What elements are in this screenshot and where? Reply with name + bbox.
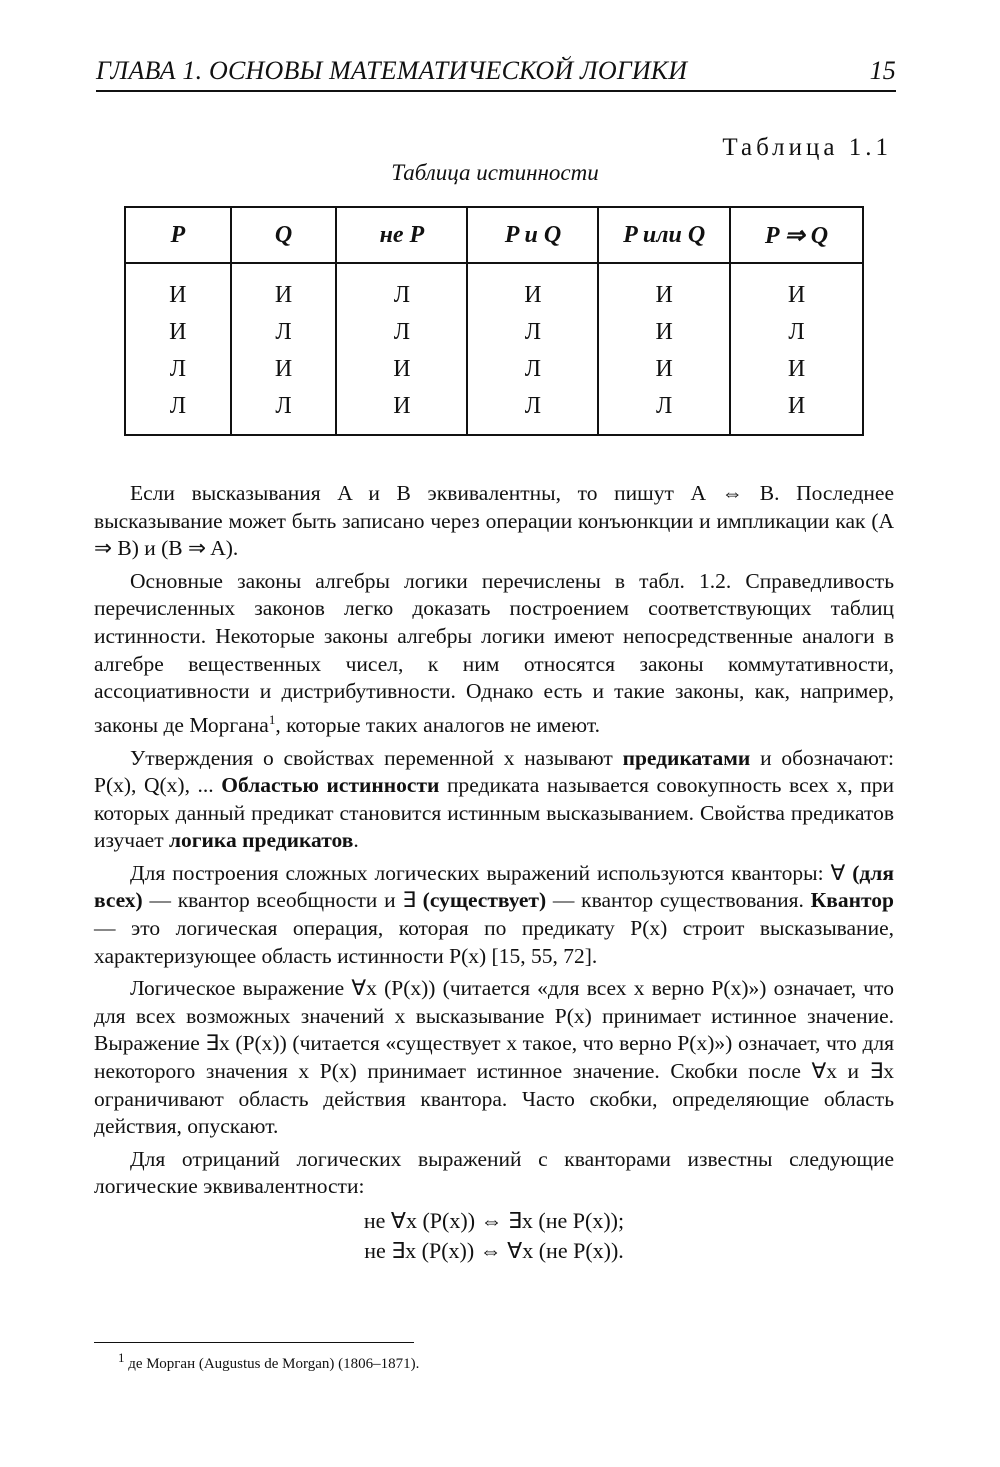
column-header-p: P [125,207,231,263]
table-cell: И [730,263,863,314]
column-header-p-implies-q: P ⇒ Q [730,207,863,263]
table-cell: И [231,263,337,314]
text-span: — квантор существования. [546,888,811,913]
term-for-all: (для всех) [94,860,894,913]
column-header-p-and-q: P и Q [467,207,598,263]
table-caption: Таблица истинности [391,160,599,185]
table-cell: И [125,314,231,351]
term-quantifier: Квантор [810,888,894,913]
chapter-title: ГЛАВА 1. ОСНОВЫ МАТЕМАТИЧЕСКОЙ ЛОГИКИ [96,56,688,85]
table-cell: И [598,351,730,388]
table-cell: Л [467,388,598,435]
footnote-mark: 1 [118,1350,125,1365]
table-cell: Л [231,314,337,351]
paragraph-quantifiers [94,860,894,970]
table-cell: И [231,351,337,388]
column-header-p-or-q: P или Q [598,207,730,263]
body-text [94,480,894,1266]
table-cell: Л [231,388,337,435]
table-cell: И [467,263,598,314]
text-span: предиката называется совокупность всех x, при которых данный предикат становится истинным высказыванием. Свойства предикатов изучает [94,773,894,853]
text-span: — квантор всеобщности и ∃ [142,888,423,913]
paragraph-laws-text: Основные законы алгебры логики перечислены в табл. 1.2. Справедливость перечисленных законов легко доказать построением соответствующих таблиц истинности. Некоторые законы алгебры логики имеют непосредственные аналоги в алгебре вещественных чисел, к ним относятся законы коммутативности, ассоциативности и дистрибутивности. Однако есть и такие законы, как, например, законы де Моргана [94,568,894,737]
table-cell: И [730,351,863,388]
formula-negation-forall: не ∀x (P(x)) ⇔ ∃x (не P(x)); [363,1208,625,1233]
footnote-ref: 1 [268,711,276,727]
paragraph-predicates [94,745,894,855]
table-number: Таблица 1.1 [722,134,892,161]
column-header-not-p: не P [336,207,467,263]
term-truth-domain: Областью истинности [221,773,440,798]
footnote-rule [94,1342,414,1343]
table-cell: И [125,263,231,314]
table-cell: И [730,388,863,435]
text-span: Для построения сложных логических выражений используются кванторы: ∀ [130,860,853,885]
text-span: и обозначают: P(x), Q(x), ... [94,745,894,798]
term-predicates: предикатами [622,745,751,770]
table-cell: И [598,263,730,314]
column-header-q: Q [231,207,337,263]
running-head [96,56,896,92]
paragraph-negation: Для отрицаний логических выражений с кванторами известны следующие логические эквивалентности: [94,1146,894,1199]
term-exists: (существует) [422,888,547,913]
text-span: Утверждения о свойствах переменной x называют [130,745,623,770]
table-cell: И [336,388,467,435]
table-row [125,388,863,435]
truth-table [124,206,864,436]
table-cell: Л [730,314,863,351]
table-cell: И [598,314,730,351]
table-cell: Л [336,314,467,351]
table-cell: Л [467,314,598,351]
footnote-text: де Морган (Augustus de Morgan) (1806–1871). [124,1356,420,1372]
paragraph-equivalence: Если высказывания A и B эквивалентны, то пишут A ⇔ B. Последнее высказывание может быть записано через операции конъюнкции и импликации как (A ⇒ B) и (B ⇒ A). [94,481,894,561]
text-span: . [353,828,359,853]
table-cell: Л [598,388,730,435]
table-cell: Л [336,263,467,314]
table-row [125,263,863,314]
paragraph-quantifier-meaning: Логическое выражение ∀x (P(x)) (читается «для всех x верно P(x)») означает, что для всех возможных значений x высказывание P(x) принимает истинное значение. Выражение ∃x (P(x)) (читается «существует x такое, что верно P(x)») означает, что для некоторого значения x P(x) принимает истинное значение. Скобки после ∀x и ∃x ограничивают область действия квантора. Часто скобки, определяющие область действия, опускают. [94,976,894,1139]
footnote [118,1350,818,1373]
paragraph-laws [94,568,894,740]
table-row [125,314,863,351]
text-span: — это логическая операция, которая по предикату P(x) строит высказывание, характеризующее область истинности P(x) [15, 55, 72]. [94,916,894,968]
paragraph-laws-tail: , которые таких аналогов не имеют. [275,712,600,737]
table-row [125,351,863,388]
formula-negation-exists: не ∃x (P(x)) ⇔ ∀x (не P(x)). [364,1238,624,1263]
table-cell: Л [467,351,598,388]
table-cell: И [336,351,467,388]
truth-table-header [125,207,863,263]
table-cell: Л [125,388,231,435]
page-number: 15 [869,56,896,85]
term-predicate-logic: логика предикатов [168,828,354,853]
table-cell: Л [125,351,231,388]
